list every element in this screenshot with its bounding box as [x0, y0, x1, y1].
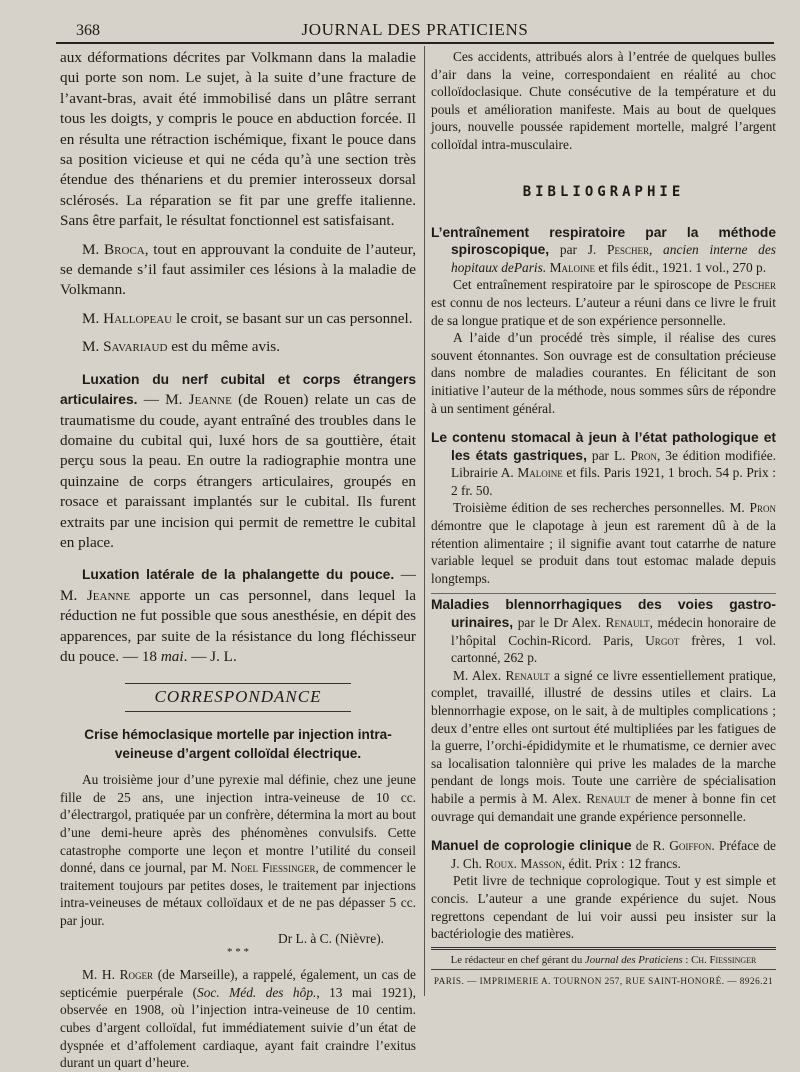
- hallopeau-paragraph: M. Hallopeau le croit, se basant sur un cas personnel.: [82, 309, 413, 327]
- correspondence-title: Crise hémoclasique mortelle par injection intra-veineuse d’argent colloïdal électrique.: [84, 727, 392, 761]
- running-head: [56, 14, 774, 42]
- author-name: Renault: [605, 615, 650, 631]
- reference: Soc. Méd. des hôp.: [197, 984, 317, 1000]
- article-title: Luxation latérale de la phalangette du pouce.: [82, 567, 395, 583]
- section-heading-correspondance: CORRESPONDANCE: [125, 683, 351, 712]
- entry-separator: [431, 593, 776, 594]
- editor-line: Le rédacteur en chef gérant du Journal des Praticiens : Ch. Fiessinger: [450, 953, 757, 966]
- author-name: Noel Fiessinger: [230, 860, 316, 876]
- author-name: Broca: [104, 240, 145, 258]
- column-divider: [424, 46, 425, 996]
- author-name: Jeanne: [86, 586, 131, 604]
- book-title: Manuel de coprologie clinique: [431, 838, 632, 854]
- book-review: A l’aide d’un procédé très simple, il réalise des cures souvent étonnantes. Son ouvrage est de consultation précieuse dans nombre de maladies courantes. En félicitant de son initiative l’auteur de la méthode, nous sommes sûrs de répondre à un sentiment général.: [431, 330, 776, 416]
- journal-title: JOURNAL DES PRATICIENS: [301, 20, 529, 39]
- page-number: 368: [76, 22, 100, 39]
- book-review: Petit livre de technique coprologique. Tout y est simple et concis. L’auteur a une grande expérience du sujet. Nous regrettons cependant de lui voir aussi peu insister sur la bactériologie des matières.: [431, 873, 776, 942]
- cubital-article: Luxation du nerf cubital et corps étrangers articulaires. — M. Jeanne (de Rouen) relate un cas de traumatisme du coude, ayant entraîné des troubles dans le domaine du cubital qui, luxé hors de sa gouttière, était perçu sous la peau. En outre la radiographie montra une quinzaine de corps étrangers articulaires, groupés en rosace et paraissant implantés sur le cubital. Ils furent extraits par une incision qui permit de remettre le cubital en place.: [60, 371, 416, 551]
- book-title: L’entraînement respiratoire par la méthode spiroscopique,: [431, 224, 776, 258]
- book-entry-title: Manuel de coprologie clinique de R. Goiffon. Préface de J. Ch. Roux. Masson, édit. Prix : 12 francs.: [431, 838, 777, 871]
- correspondence-letter: Au troisième jour d’une pyrexie mal définie, chez une jeune fille de 25 ans, une injection intra-veineuse de 10 cc. d’électrargol, pratiquée par un confrère, détermina la mort au bout d’une demi-heure après des phénomènes convulsifs. Cette catastrophe comporte une leçon et montre l’utilité du conseil donné, dans ce journal, par M. Noel Fiessinger, de commencer le traitement toujours par petites doses, le traitement par injections intra-veineuses de métaux colloïdaux et de ne pas dépasser 5 cc. par jour.: [60, 772, 416, 928]
- article-title: Luxation du nerf cubital et corps étrangers articulaires.: [60, 371, 416, 408]
- letter-signature: Dr L. à C. (Nièvre).: [278, 930, 384, 946]
- author-name: Savariaud: [103, 338, 168, 356]
- book-review: Troisième édition de ses recherches personnelles. M. Pron démontre que le clapotage à jeun est rarement dû à de la rétention alimentaire ; il signifie avant tout catarrhe de nature variable lequel se produit dans tout estomac malade depuis longtemps.: [431, 500, 776, 586]
- section-heading-bibliographie: BIBLIOGRAPHIE: [522, 183, 685, 200]
- book-review: Cet entraînement respiratoire par le spiroscope de Pescher est connu de nos lecteurs. L’auteur a réuni dans ce livre le fruit de sa longue pratique et de son expérience personnelle.: [431, 277, 776, 328]
- book-entry-title: Le contenu stomacal à jeun à l’état pathologique et les états gastriques, par L. Pron, 3e édition modifiée. Librairie A. Maloine et fils. Paris 1921, 1 broch. 54 p. Prix : 2 fr. 50.: [431, 430, 776, 498]
- broca-paragraph: M. Broca, tout en approuvant la conduite de l’auteur, se demande s’il faut assimiler ces lésions à la maladie de Volkmann.: [60, 240, 416, 299]
- book-title: Le contenu stomacal à jeun à l’état pathologique et les états gastriques,: [431, 430, 776, 463]
- header-rule: [56, 42, 774, 44]
- right-column: [431, 48, 776, 986]
- savariaud-paragraph: M. Savariaud est du même avis.: [82, 338, 281, 356]
- asterism: * * *: [227, 946, 249, 959]
- book-title: Maladies blennorrhagiques des voies gastro-urinaires,: [431, 597, 776, 631]
- footer-rule: [431, 947, 776, 950]
- footer-rule: [431, 969, 776, 970]
- left-column: [60, 48, 416, 1072]
- author-name: Hallopeau: [103, 309, 173, 327]
- author-name: Pron: [630, 447, 657, 463]
- author-name: Goiffon: [669, 838, 712, 854]
- book-review: M. Alex. Renault a signé ce livre essentiellement pratique, complet, travaillé, illustré de dessins utiles et clairs. La blennorrhagie expose, on le sait, à de multiples complications ; deux d’entre elles ont surtout été multipliées par les fatigues de la guerre, l’orchi-épididymite et le rhumatisme, ce dernier avec sa localisation talonnière qui prive les malades de la marche pendant de longs mois. Toute une carrière de spécialisation habile a permis à M. Alex. Renault de mener à bonne fin cet ouvrage qui demandait une grande expérience personnelle.: [431, 667, 776, 824]
- book-entry-title: L’entraînement respiratoire par la méthode spiroscopique, par J. Pescher, ancien interne des hopitaux deParis. Maloine et fils édit., 1921. 1 vol., 270 p.: [431, 224, 776, 275]
- volkmann-paragraph: aux déformations décrites par Volkmann dans la maladie qui porte son nom. Le sujet, à la suite d’une fracture de l’avant-bras, avait été immobilisé dans un plâtre serrant tous les doigts, y compris le pouce en abduction forcée. Il en résulta une rétraction ischémique, fixant le pouce dans sa position vicieuse et qui ne céda qu’à une section très étendue des thénariens et du premier interosseux dorsal sclérosés. La réparation se fit par une greffe italienne. Sans être parfait, le résultat fonctionnel est satisfaisant.: [60, 49, 416, 230]
- book-entry-title: Maladies blennorrhagiques des voies gastro-urinaires, par le Dr Alex. Renault, médecin honoraire de l’hôpital Cochin-Ricord. Paris, Urgot frères, 1 vol. cartonné, 262 p.: [431, 597, 776, 666]
- phalangette-article: Luxation latérale de la phalangette du pouce. — M. Jeanne apporte un cas personnel, dans lequel la réduction ne fut possible que sous anesthésie, en dépit des apparences, par suite de la résistance du long fléchisseur du pouce. — 18 mai. — J. L.: [60, 566, 416, 665]
- author-name: Roger: [119, 967, 154, 983]
- author-name: Pescher: [607, 242, 649, 258]
- continued-paragraph: Ces accidents, attribués alors à l’entrée de quelques bulles d’air dans la veine, correspondaient en réalité au choc colloïdoclasique. Chute consécutive de la température et du pouls et amélioration manifeste. Mais au bout de quelques jours, nouvelle poussée rapidement mortelle, malgré l’argent colloïdal intra-musculaire.: [431, 49, 776, 152]
- roger-paragraph: M. H. Roger (de Marseille), a rappelé, également, un cas de septicémie puerpérale (Soc. Méd. des hôp., 13 mai 1921), observée en 1908, où l’injection intra-veineuse de 10 centim. cubes d’argent colloïdal, fut immédiatement suivie d’un état de dyspnée et d’affolement cardiaque, ayant fait craindre l’exitus durant un quart d’heure.: [60, 967, 417, 1071]
- author-name: Jeanne: [188, 391, 232, 409]
- printer-line: PARIS. — IMPRIMERIE A. TOURNON 257, RUE SAINT-HONORÉ. — 8926.21: [433, 975, 774, 986]
